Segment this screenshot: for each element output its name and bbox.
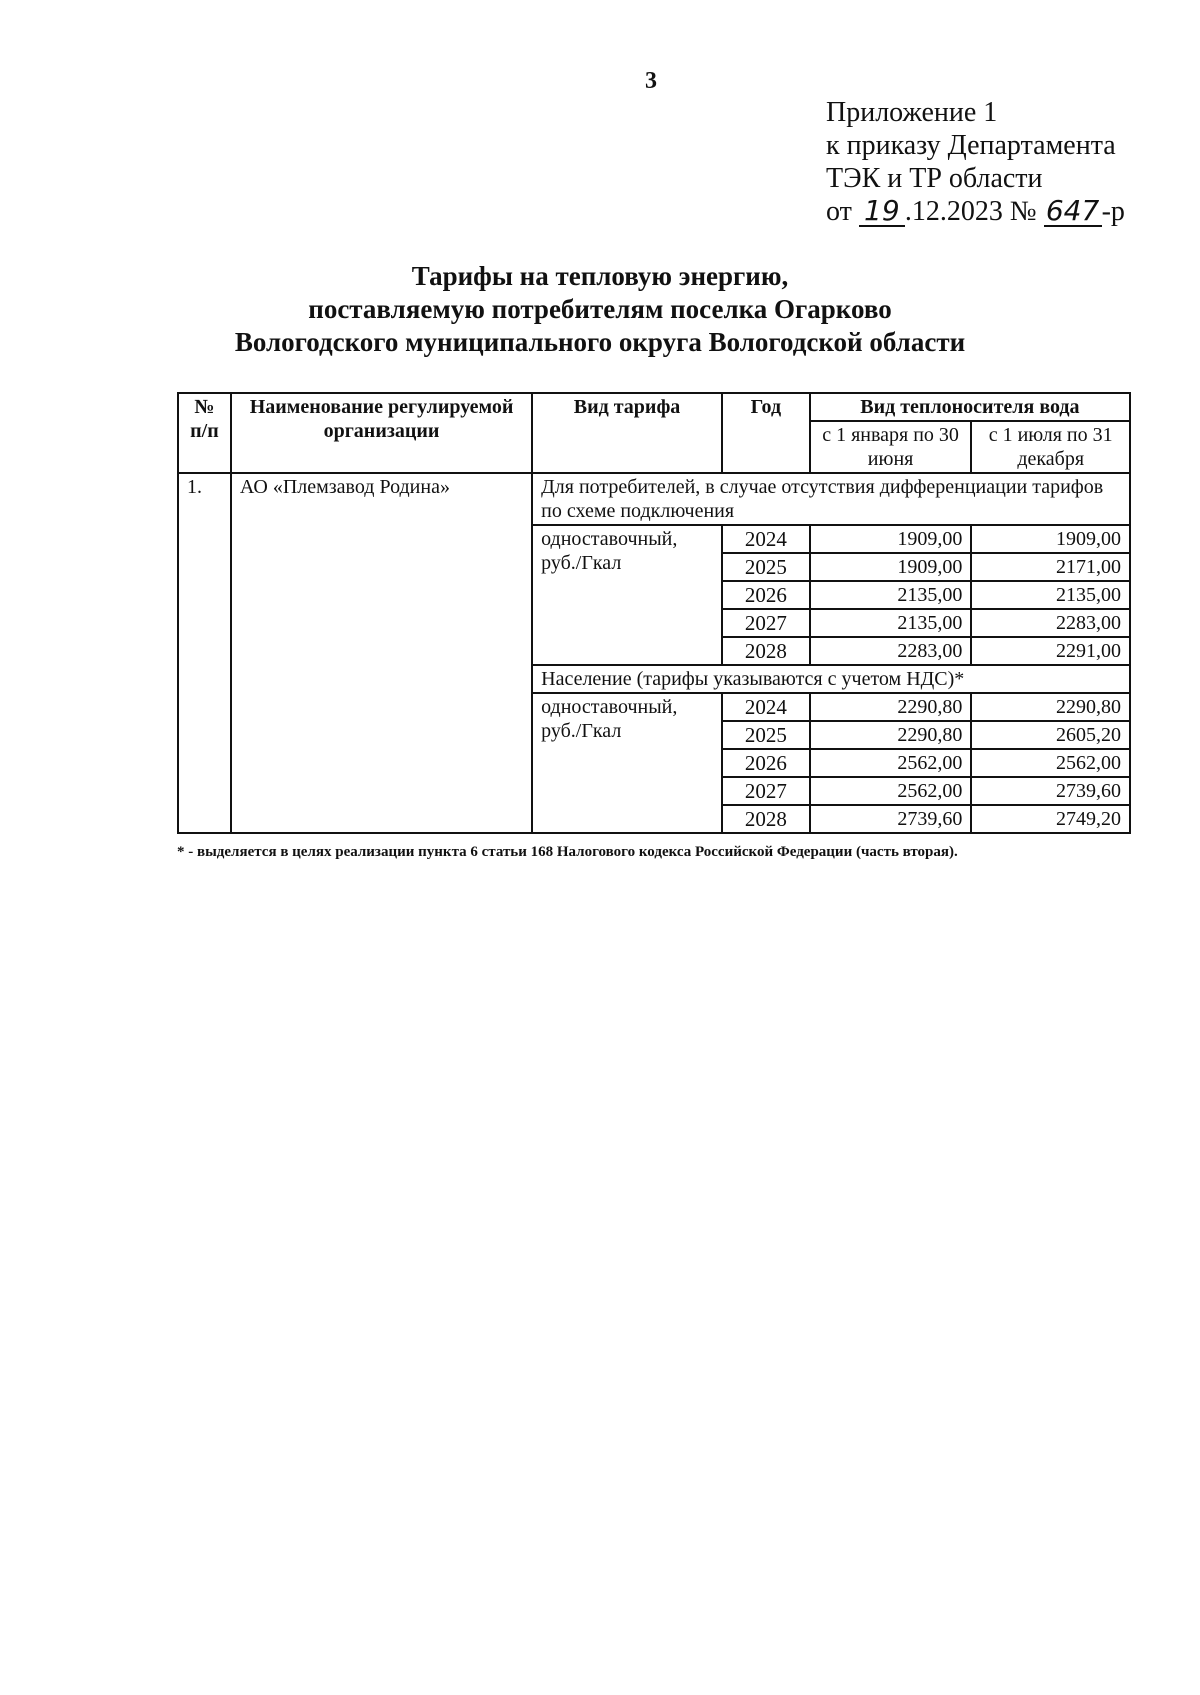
title-line-1: Тарифы на тепловую энергию, (411, 261, 789, 291)
appendix-line-2: к приказу Департамента (826, 130, 1116, 161)
year-cell: 2026 (722, 749, 810, 777)
period-2-value: 2291,00 (971, 637, 1130, 665)
row-number: 1. (178, 473, 231, 833)
period-1-value: 2562,00 (810, 777, 972, 805)
header-num: № п/п (178, 393, 231, 473)
header-tariff-type: Вид тарифа (532, 393, 722, 473)
year-cell: 2026 (722, 581, 810, 609)
year-cell: 2024 (722, 693, 810, 721)
group-1-tariff-type: одноставочный, руб./Гкал (532, 525, 722, 665)
period-2-value: 2749,20 (971, 805, 1130, 833)
period-1-value: 2562,00 (810, 749, 972, 777)
group-1-title-row (178, 473, 1130, 525)
period-1-value: 2290,80 (810, 693, 972, 721)
period-2-value: 2290,80 (971, 693, 1130, 721)
period-1-value: 2290,80 (810, 721, 972, 749)
appendix-line-3: ТЭК и ТР области (826, 163, 1043, 194)
header-period-2: с 1 июля по 31 декабря (971, 421, 1130, 473)
appendix-line-1: Приложение 1 (826, 97, 998, 128)
header-carrier: Вид теплоносителя вода (810, 393, 1130, 421)
header-row (178, 393, 1130, 421)
order-suffix: -р (1101, 196, 1125, 227)
group-2-tariff-type: одноставочный, руб./Гкал (532, 693, 722, 833)
year-cell: 2027 (722, 777, 810, 805)
period-2-value: 1909,00 (971, 525, 1130, 553)
year-cell: 2028 (722, 805, 810, 833)
date-prefix: от (826, 196, 852, 227)
date-day-handwritten: 19 (859, 197, 905, 227)
period-1-value: 2135,00 (810, 581, 972, 609)
period-2-value: 2739,60 (971, 777, 1130, 805)
order-number-handwritten: 647 (1044, 197, 1102, 227)
year-cell: 2024 (722, 525, 810, 553)
period-1-value: 2739,60 (810, 805, 972, 833)
header-period-1: с 1 января по 30 июня (810, 421, 972, 473)
group-1-title: Для потребителей, в случае отсутствия дифференциации тарифов по схеме подключения (532, 473, 1130, 525)
period-2-value: 2135,00 (971, 581, 1130, 609)
year-cell: 2025 (722, 721, 810, 749)
title-line-3: Вологодского муниципального округа Вологодской области (234, 327, 966, 357)
year-cell: 2028 (722, 637, 810, 665)
date-rest: .12.2023 № (904, 196, 1037, 227)
appendix-block (826, 96, 1125, 228)
header-year: Год (722, 393, 810, 473)
organization-name: АО «Племзавод Родина» (231, 473, 532, 833)
year-cell: 2027 (722, 609, 810, 637)
page-number: 3 (645, 68, 657, 94)
group-2-title: Население (тарифы указываются с учетом НДС)* (532, 665, 1130, 693)
period-2-value: 2605,20 (971, 721, 1130, 749)
period-1-value: 2283,00 (810, 637, 972, 665)
period-1-value: 1909,00 (810, 553, 972, 581)
header-org: Наименование регулируемой организации (231, 393, 532, 473)
period-2-value: 2171,00 (971, 553, 1130, 581)
appendix-date-line (826, 195, 1125, 228)
year-cell: 2025 (722, 553, 810, 581)
period-1-value: 1909,00 (810, 525, 972, 553)
tariff-table (177, 392, 1131, 834)
period-2-value: 2283,00 (971, 609, 1130, 637)
document-title (0, 260, 1200, 359)
period-2-value: 2562,00 (971, 749, 1130, 777)
title-line-2: поставляемую потребителям поселка Огарково (308, 294, 892, 324)
period-1-value: 2135,00 (810, 609, 972, 637)
footnote: * - выделяется в целях реализации пункта 6 статьи 168 Налогового кодекса Российской Федерации (часть вторая). (177, 844, 958, 860)
